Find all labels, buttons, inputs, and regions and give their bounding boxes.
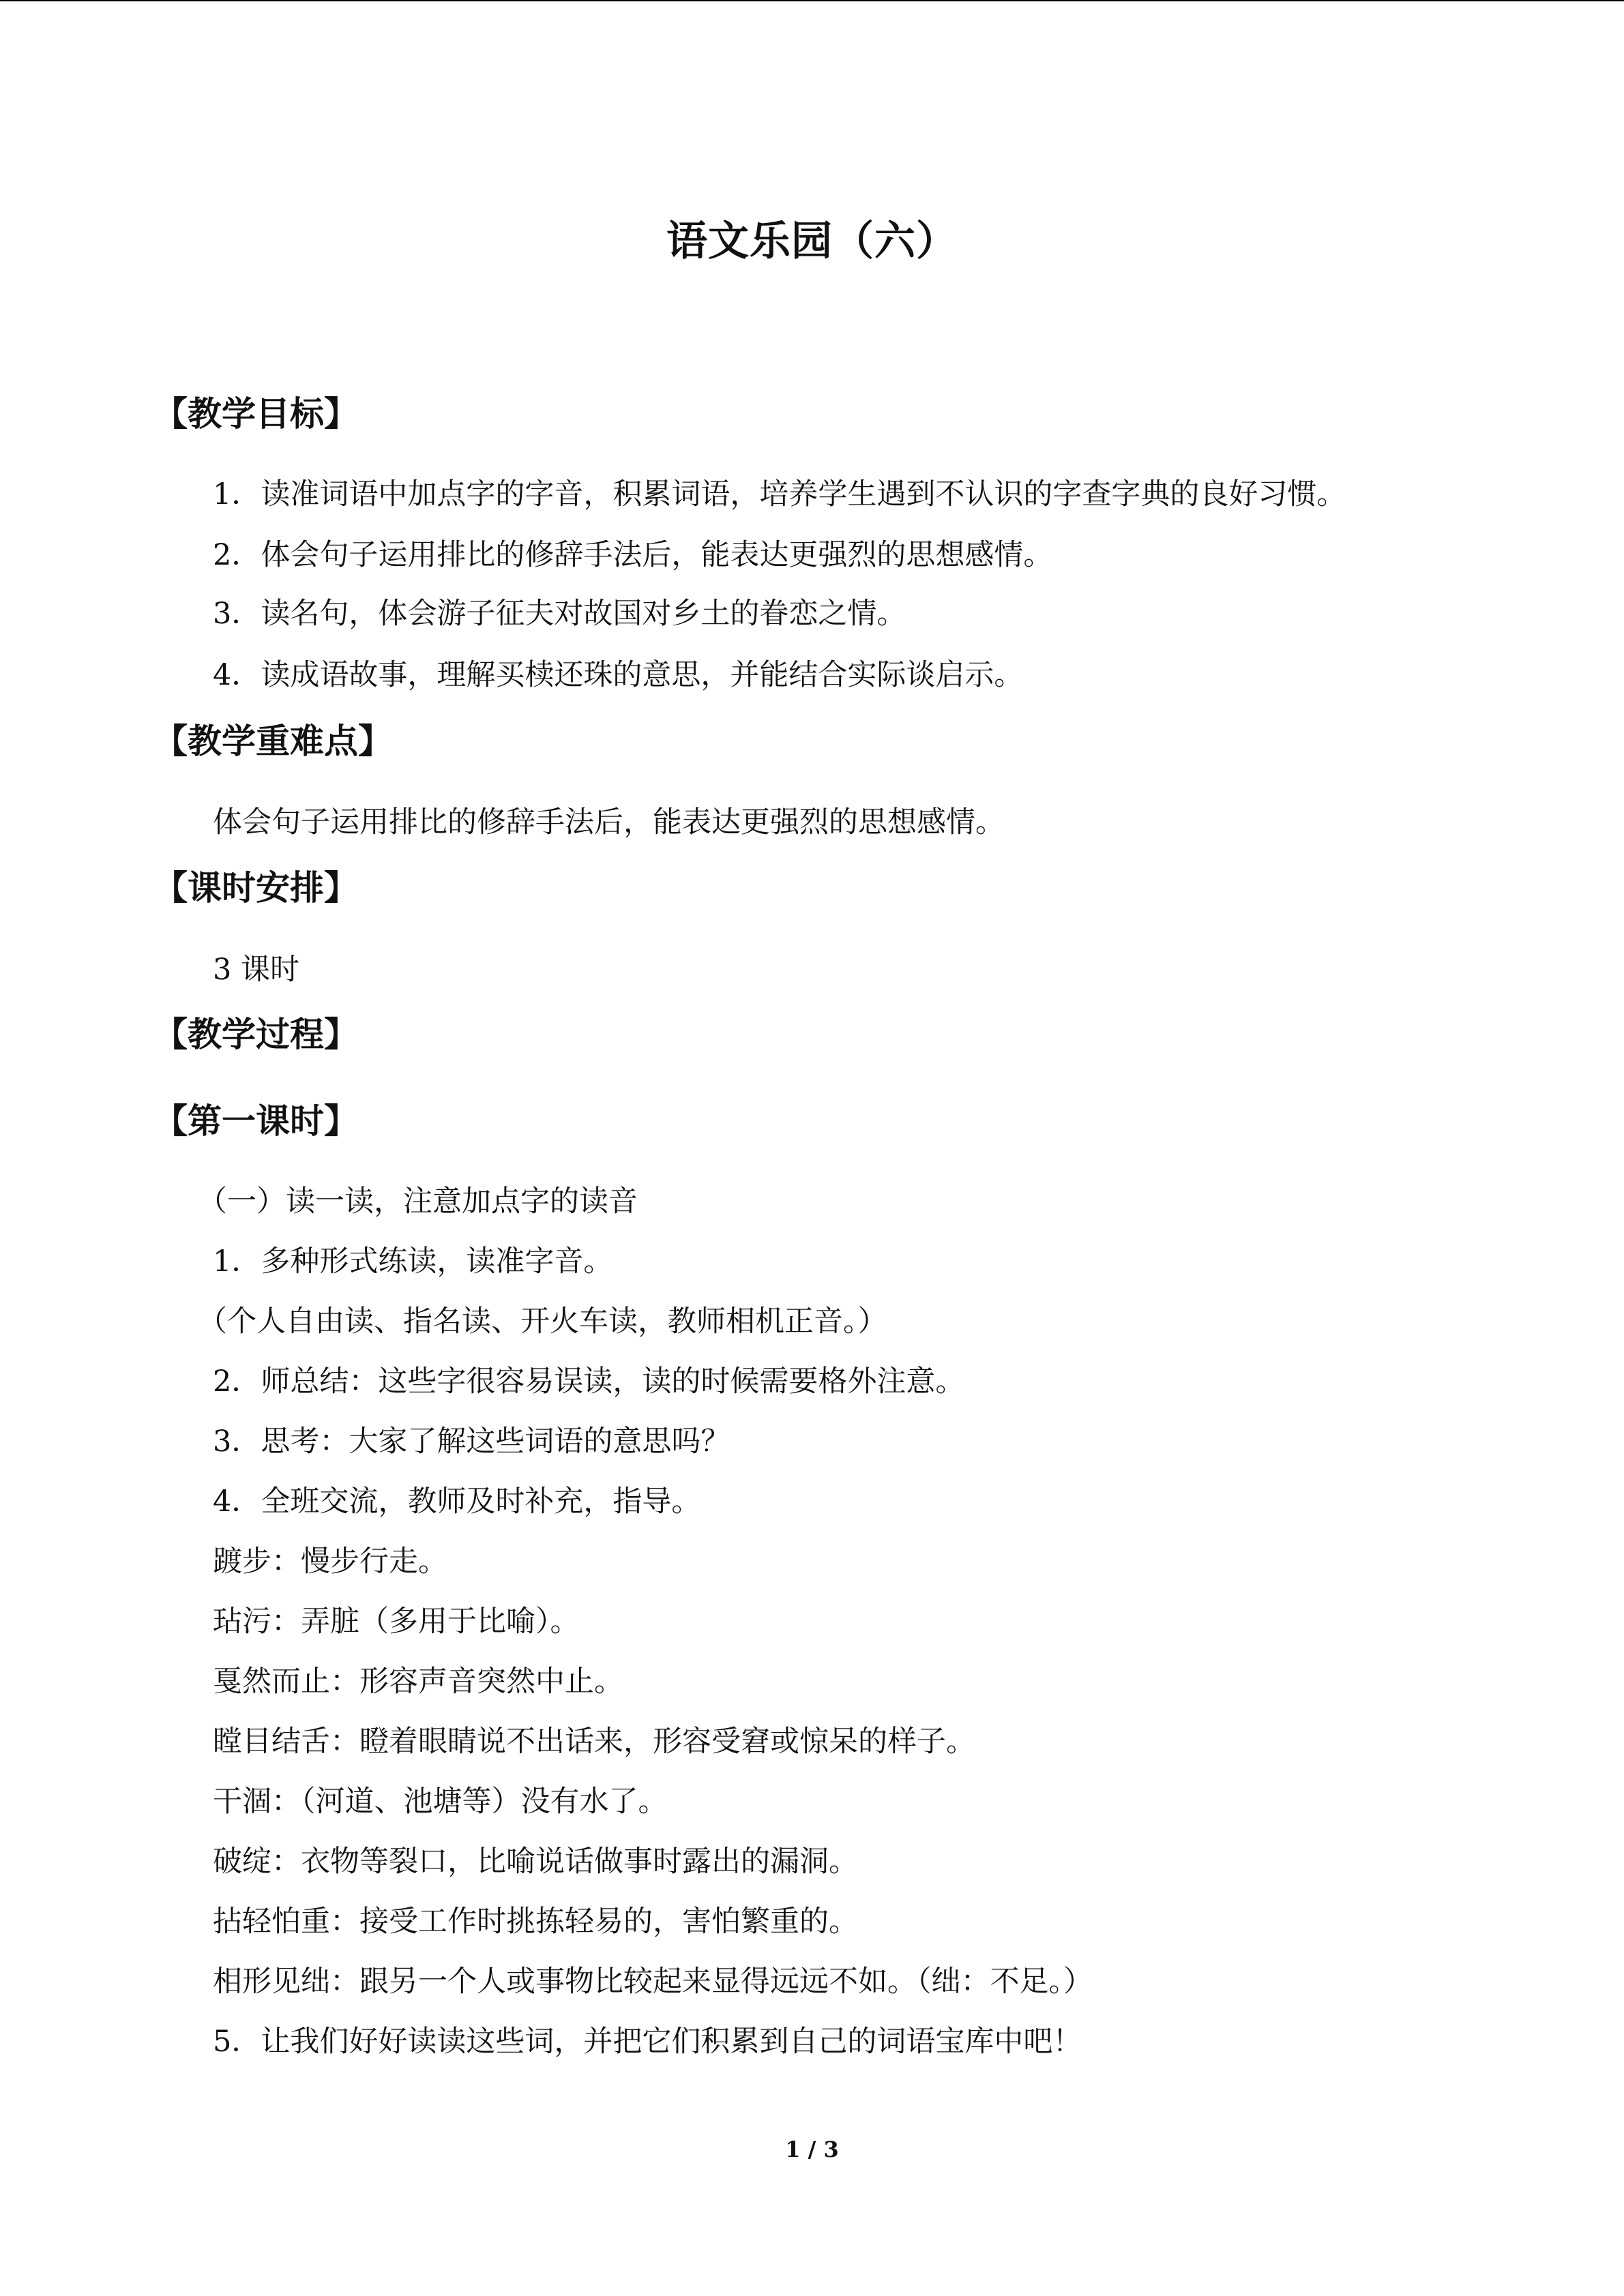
heading-key-points: 【教学重难点】: [153, 721, 392, 761]
lesson-line-9: 戛然而止：形容声音突然中止。: [213, 1665, 623, 1699]
lesson-line-1: （一）读一读，注意加点字的读音: [198, 1184, 638, 1219]
schedule-text: 3 课时: [213, 953, 300, 987]
objective-item-1: 1．读准词语中加点字的字音，积累词语，培养学生遇到不认识的字查字典的良好习惯。: [213, 477, 1346, 511]
lesson-line-4: 2．师总结：这些字很容易误读，读的时候需要格外注意。: [213, 1365, 965, 1399]
heading-objectives: 【教学目标】: [153, 394, 358, 434]
document-title: 语文乐园（六）: [666, 218, 958, 265]
lesson-line-7: 踱步：慢步行走。: [213, 1545, 447, 1579]
heading-first-lesson: 【第一课时】: [153, 1101, 358, 1141]
lesson-line-15: 5．让我们好好读读这些词，并把它们积累到自己的词语宝库中吧！: [213, 2025, 1082, 2059]
lesson-line-3: （个人自由读、指名读、开火车读，教师相机正音。）: [198, 1304, 887, 1339]
lesson-line-8: 玷污：弄脏（多用于比喻）。: [213, 1605, 580, 1639]
lesson-line-11: 干涸：（河道、池塘等）没有水了。: [213, 1785, 668, 1819]
lesson-line-2: 1．多种形式练读，读准字音。: [213, 1244, 613, 1279]
lesson-line-14: 相形见绌：跟另一个人或事物比较起来显得远远不如。（绌：不足。）: [213, 1965, 1093, 1999]
key-points-text: 体会句子运用排比的修辞手法后，能表达更强烈的思想感情。: [213, 805, 1005, 839]
lesson-line-12: 破绽：衣物等裂口，比喻说话做事时露出的漏洞。: [213, 1845, 858, 1879]
heading-schedule: 【课时安排】: [153, 868, 358, 908]
lesson-line-6: 4．全班交流，教师及时补充，指导。: [213, 1485, 701, 1519]
objective-item-2: 2．体会句子运用排比的修辞手法后，能表达更强烈的思想感情。: [213, 538, 1053, 572]
objective-item-3: 3．读名句，体会游子征夫对故国对乡土的眷恋之情。: [213, 597, 906, 631]
heading-process: 【教学过程】: [153, 1015, 358, 1054]
lesson-line-5: 3．思考：大家了解这些词语的意思吗？: [213, 1425, 730, 1459]
objective-item-4: 4．读成语故事，理解买椟还珠的意思，并能结合实际谈启示。: [213, 658, 1024, 692]
page-number: 1 / 3: [785, 2136, 839, 2162]
lesson-line-10: 瞠目结舌：瞪着眼睛说不出话来，形容受窘或惊呆的样子。: [213, 1725, 975, 1759]
lesson-line-13: 拈轻怕重：接受工作时挑拣轻易的，害怕繁重的。: [213, 1905, 858, 1939]
